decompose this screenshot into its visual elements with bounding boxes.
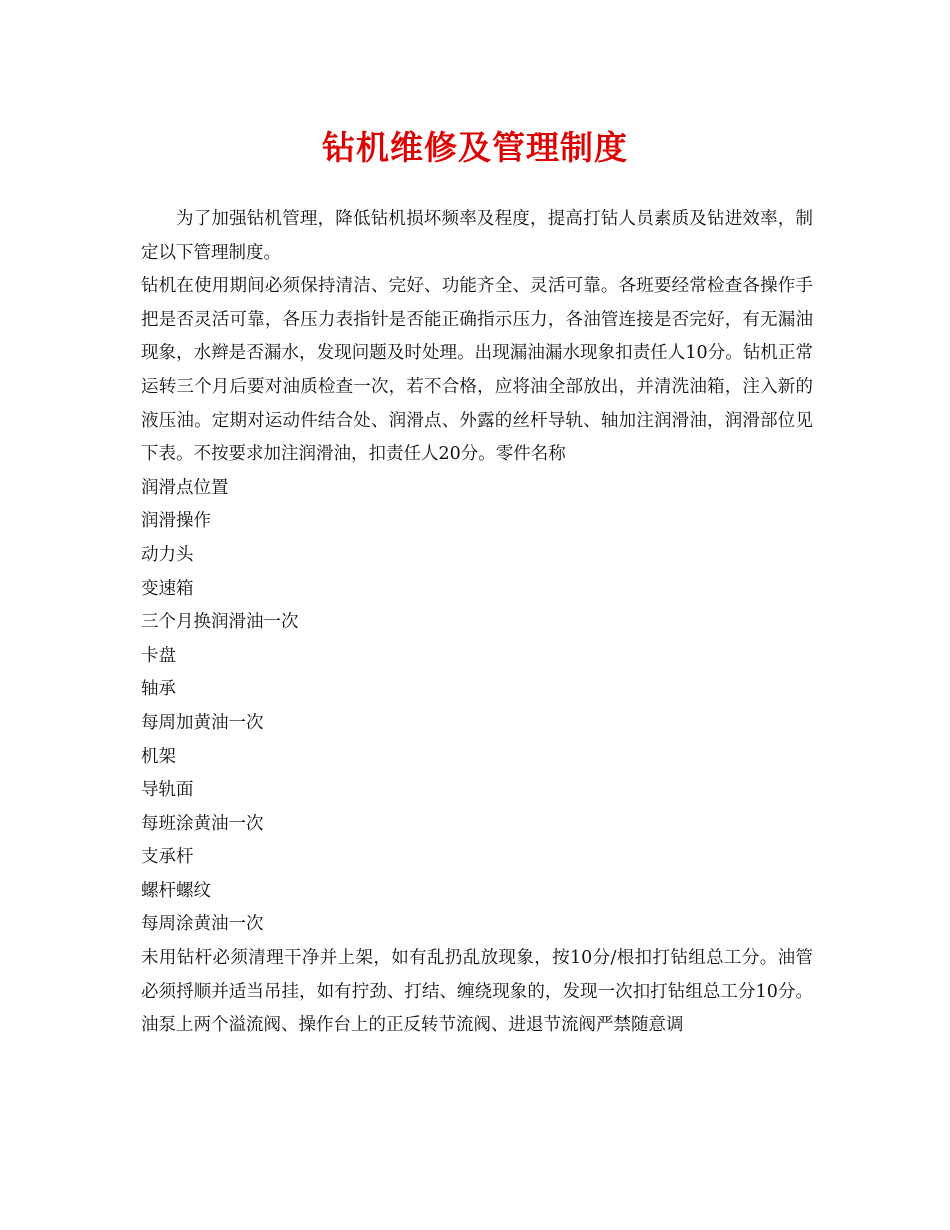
closing-paragraph: 未用钻杆必须清理干净并上架，如有乱扔乱放现象，按10分/根扣打钻组总工分。油管必须捋顺并适当吊挂，如有拧劲、打结、缠绕现象的，发现一次扣打钻组总工分10分。油泵上两个溢流阀、操作台上的正反转节流阀、进退节流阀严禁随意调 <box>141 948 813 1036</box>
maintenance-paragraph: 钻机在使用期间必须保持清洁、完好、功能齐全、灵活可靠。各班要经常检查各操作手把是否灵活可靠，各压力表指针是否能正确指示压力，各油管连接是否完好，有无漏油现象，水辫是否漏水，发现问题及时处理。出现漏油漏水现象扣责任人10分。钻机正常运转三个月后要对油质检查一次，若不合格，应将油全部放出，并清洗油箱，注入新的液压油。定期对运动件结合处、润滑点、外露的丝杆导轨、轴加注润滑油，润滑部位见下表。不按要求加注润滑油，扣责任人20分。零件名称 <box>141 276 813 465</box>
list-item: 轴承 <box>141 679 176 700</box>
list-item: 每班涂黄油一次 <box>141 813 264 834</box>
list-item: 变速箱 <box>141 578 194 599</box>
list-item: 螺杆螺纹 <box>141 880 211 901</box>
document-body <box>141 203 813 1043</box>
document-title: 钻机维修及管理制度 <box>322 128 628 167</box>
list-item: 导轨面 <box>141 780 194 801</box>
list-item: 每周加黄油一次 <box>141 712 264 733</box>
list-item: 三个月换润滑油一次 <box>141 612 299 633</box>
list-item: 动力头 <box>141 544 194 565</box>
list-item: 每周涂黄油一次 <box>141 914 264 935</box>
intro-paragraph: 为了加强钻机管理，降低钻机损坏频率及程度，提高打钻人员素质及钻进效率，制定以下管理制度。 <box>141 209 813 263</box>
list-item: 支承杆 <box>141 847 194 868</box>
list-item: 润滑点位置 <box>141 477 229 498</box>
list-item: 卡盘 <box>141 645 176 666</box>
list-item: 机架 <box>141 746 176 767</box>
list-item: 润滑操作 <box>141 511 211 532</box>
